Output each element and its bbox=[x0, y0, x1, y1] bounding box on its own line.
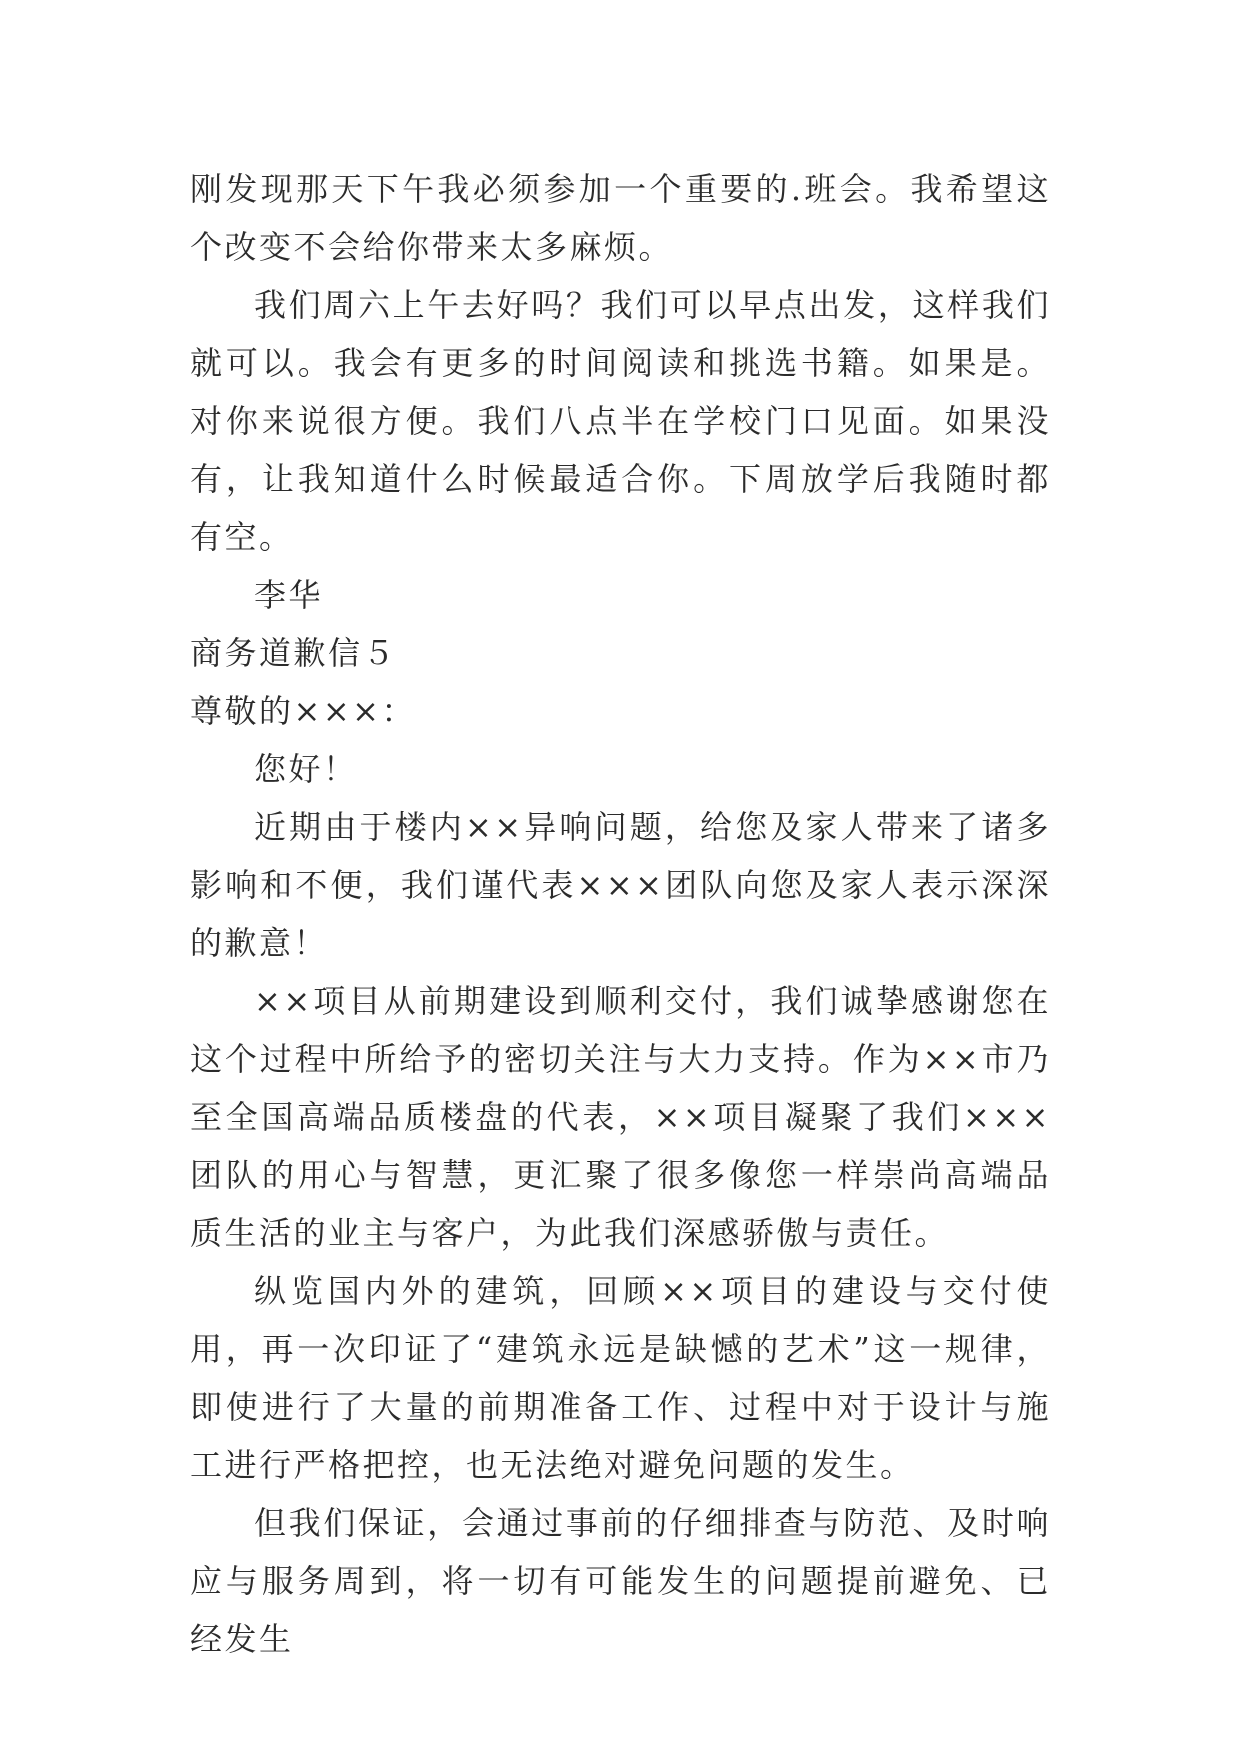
paragraph: 刚发现那天下午我必须参加一个重要的.班会。我希望这个改变不会给你带来太多麻烦。 bbox=[190, 170, 1051, 266]
salutation: 尊敬的×××： bbox=[190, 692, 416, 730]
paragraph: 近期由于楼内××异响问题，给您及家人带来了诸多影响和不便，我们谨代表×××团队向您及家人表示深深的歉意！ bbox=[190, 808, 1051, 962]
paragraph: 我们周六上午去好吗？我们可以早点出发，这样我们就可以。我会有更多的时间阅读和挑选书籍。如果是。对你来说很方便。我们八点半在学校门口见面。如果没有，让我知道什么时候最适合你。下周放学后我随时都有空。 bbox=[190, 286, 1051, 556]
paragraph: 纵览国内外的建筑，回顾××项目的建设与交付使用，再一次印证了“建筑永远是缺憾的艺术”这一规律，即使进行了大量的前期准备工作、过程中对于设计与施工进行严格把控，也无法绝对避免问题的发生。 bbox=[190, 1272, 1051, 1484]
paragraph: ××项目从前期建设到顺利交付，我们诚挚感谢您在这个过程中所给予的密切关注与大力支持。作为××市乃至全国高端品质楼盘的代表，××项目凝聚了我们×××团队的用心与智慧，更汇聚了很多像您一样崇尚高端品质生活的业主与客户，为此我们深感骄傲与责任。 bbox=[190, 982, 1051, 1252]
greeting: 您好！ bbox=[254, 750, 358, 788]
signature-name: 李华 bbox=[254, 576, 324, 614]
letter-heading: 商务道歉信５ bbox=[190, 634, 398, 672]
document-body bbox=[190, 160, 1051, 1668]
paragraph: 但我们保证，会通过事前的仔细排查与防范、及时响应与服务周到，将一切有可能发生的问题提前避免、已经发生 bbox=[190, 1504, 1051, 1658]
